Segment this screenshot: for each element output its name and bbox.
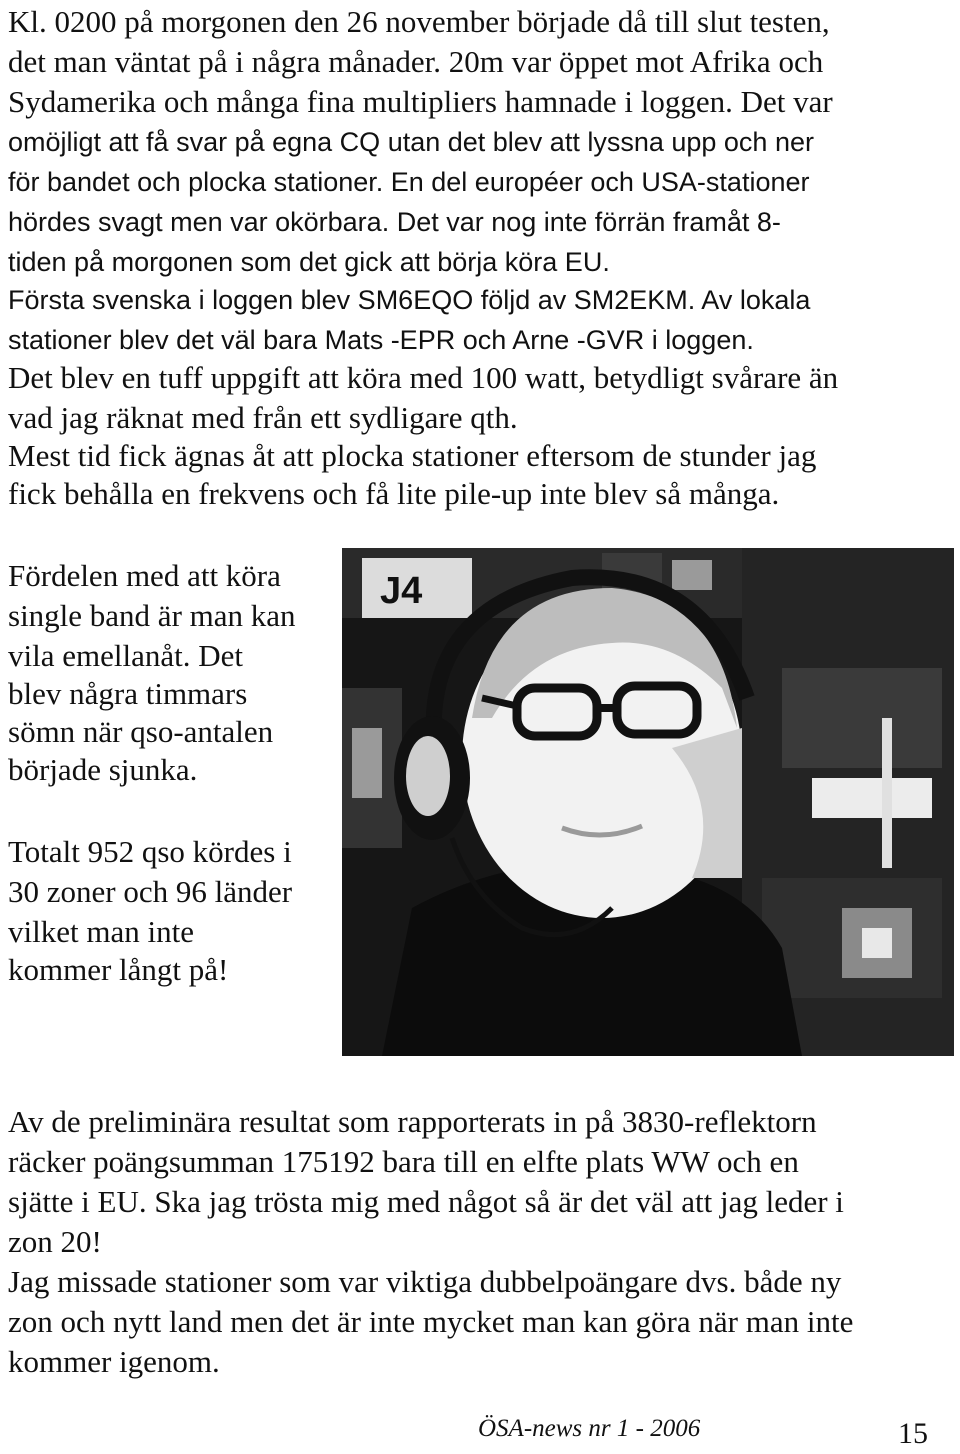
text-line: för bandet och plocka stationer. En del européer och USA-stationer: [8, 167, 810, 197]
text-line: kommer igenom.: [8, 1344, 220, 1379]
text-line: 30 zoner och 96 länder: [8, 874, 293, 909]
text-line: började sjunka.: [8, 752, 198, 787]
text-line: tiden på morgonen som det gick att börja köra EU.: [8, 247, 610, 277]
text-line: zon och nytt land men det är inte mycket man kan göra när man inte: [8, 1304, 854, 1339]
text-line: omöjligt att få svar på egna CQ utan det blev att lyssna upp och ner: [8, 127, 814, 157]
text-line: Kl. 0200 på morgonen den 26 november började då till slut testen,: [8, 4, 830, 39]
text-line: Av de preliminära resultat som rapporterats in på 3830-reflektorn: [8, 1104, 817, 1139]
text-line: hördes svagt men var okörbara. Det var nog inte förrän framåt 8-: [8, 207, 781, 237]
text-line: det man väntat på i några månader. 20m var öppet mot Afrika och: [8, 44, 824, 79]
text-line: vilket man inte: [8, 914, 194, 949]
text-line: sömn när qso-antalen: [8, 714, 274, 749]
footer-page-number: 15: [898, 1417, 928, 1450]
text-line: kommer långt på!: [8, 952, 229, 987]
text-line: sjätte i EU. Ska jag trösta mig med något så är det väl att jag leder i: [8, 1184, 844, 1219]
text-line: single band är man kan: [8, 598, 296, 633]
text-line: Jag missade stationer som var viktiga dubbelpoängare dvs. både ny: [8, 1264, 842, 1299]
text-line: Mest tid fick ägnas åt att plocka stationer eftersom de stunder jag: [8, 438, 817, 473]
operator-photo-illustration: [342, 548, 954, 1056]
text-line: Fördelen med att köra: [8, 558, 281, 593]
text-line: stationer blev det väl bara Mats -EPR och Arne -GVR i loggen.: [8, 325, 754, 355]
footer-publication: ÖSA-news nr 1 - 2006: [478, 1415, 701, 1442]
text-line: Totalt 952 qso kördes i: [8, 834, 292, 869]
text-line: blev några timmars: [8, 676, 248, 711]
text-line: Första svenska i loggen blev SM6EQO följd av SM2EKM. Av lokala: [8, 285, 811, 315]
text-line: zon 20!: [8, 1224, 102, 1259]
text-line: räcker poängsumman 175192 bara till en elfte plats WW och en: [8, 1144, 799, 1179]
sign-text: J4: [380, 570, 423, 612]
text-line: Sydamerika och många fina multipliers hamnade i loggen. Det var: [8, 84, 833, 119]
text-line: fick behålla en frekvens och få lite pile-up inte blev så många.: [8, 476, 780, 511]
text-line: Det blev en tuff uppgift att köra med 100 watt, betydligt svårare än: [8, 360, 839, 395]
text-line: vila emellanåt. Det: [8, 638, 243, 673]
operator-photo: [342, 548, 954, 1056]
text-line: vad jag räknat med från ett sydligare qth.: [8, 400, 518, 435]
